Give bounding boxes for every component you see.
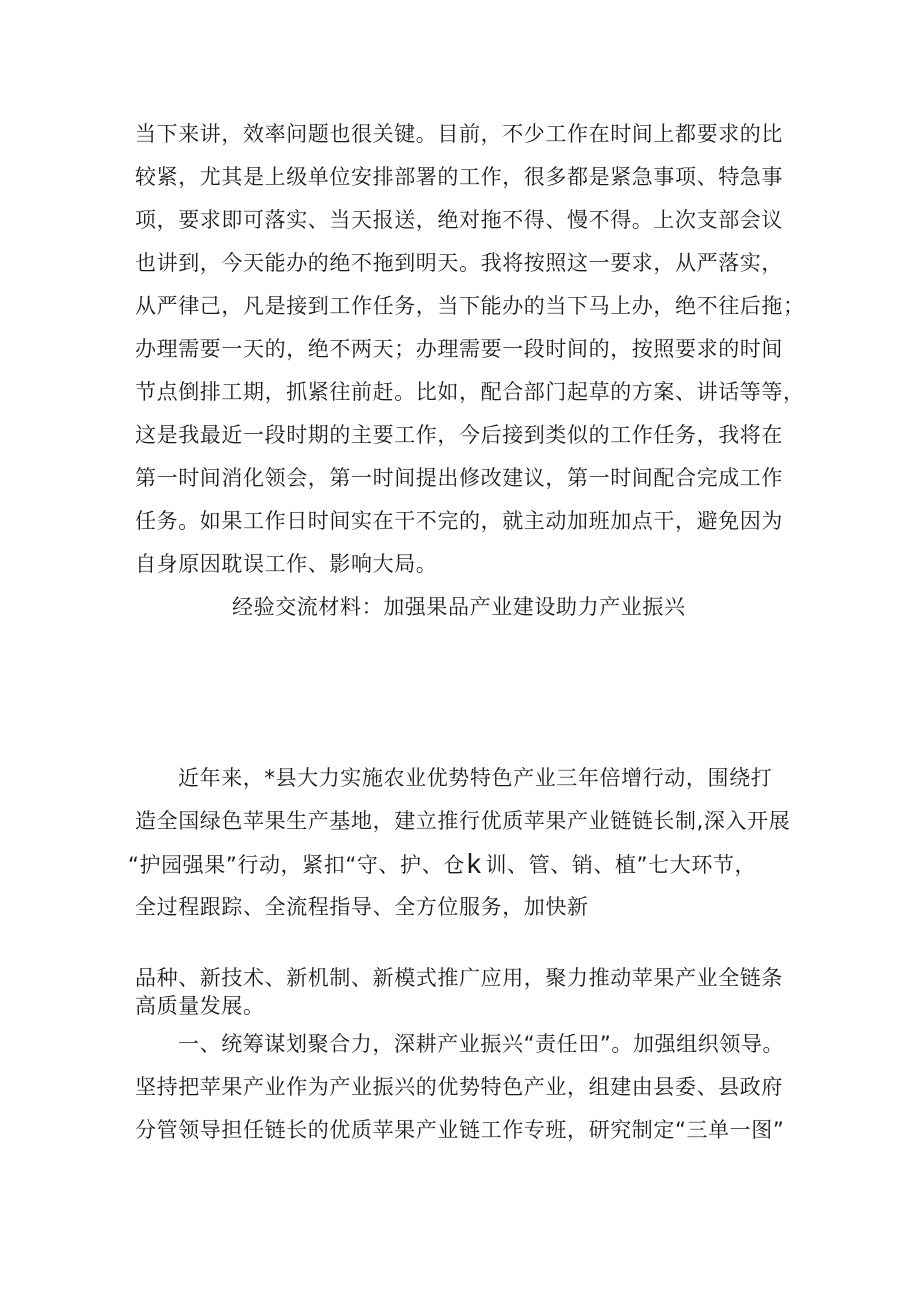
paragraph-line bbox=[128, 850, 756, 879]
paragraph-line: 节点倒排工期，抓紧往前赶。比如，配合部门起草的方案、讲话等等， bbox=[135, 380, 805, 404]
paragraph-line: 品种、新技术、新机制、新模式推广应用，聚力推动苹果产业全链条 bbox=[135, 966, 783, 990]
paragraph-line: 自身原因耽误工作、影响大局。 bbox=[135, 552, 438, 576]
paragraph-line: 从严律己，凡是接到工作任务，当下能办的当下马上办，绝不往后拖； bbox=[135, 294, 805, 318]
paragraph-line: 当下来讲，效率问题也很关键。目前，不少工作在时间上都要求的比 bbox=[135, 122, 783, 146]
paragraph-line: 分管领导担任链长的优质苹果产业链工作专班，研究制定“三单一图” bbox=[135, 1118, 785, 1142]
document-title: 经验交流材料：加强果品产业建设助力产业振兴 bbox=[232, 595, 686, 619]
line-segment: 训、管、销、植”七大环节， bbox=[485, 853, 757, 877]
paragraph-line: 办理需要一天的，绝不两天；办理需要一段时间的，按照要求的时间 bbox=[135, 337, 783, 361]
section-heading-line: 一、统筹谋划聚合力，深耕产业振兴“责任田”。加强组织领导。 bbox=[178, 1032, 785, 1056]
paragraph-line: 坚持把苹果产业作为产业振兴的优势特色产业，组建由县委、县政府 bbox=[135, 1075, 783, 1099]
paragraph-line: 项，要求即可落实、当天报送，绝对拖不得、慢不得。上次支部会议 bbox=[135, 208, 783, 232]
paragraph-line: 第一时间消化领会，第一时间提出修改建议，第一时间配合完成工作 bbox=[135, 466, 783, 490]
paragraph-line: 造全国绿色苹果生产基地，建立推行优质苹果产业链链长制,深入开展 bbox=[135, 809, 791, 833]
paragraph-line: 任务。如果工作日时间实在干不完的，就主动加班加点干，避免因为 bbox=[135, 509, 783, 533]
paragraph-line: 也讲到，今天能办的绝不拖到明天。我将按照这一要求，从严落实， bbox=[135, 251, 783, 275]
paragraph-line: 高质量发展。 bbox=[135, 994, 265, 1018]
paragraph-line: 近年来，*县大力实施农业优势特色产业三年倍增行动，围绕打 bbox=[178, 766, 773, 790]
line-segment: “护园强果”行动，紧扣“守、护、仓 bbox=[128, 853, 465, 877]
paragraph-line: 这是我最近一段时期的主要工作，今后接到类似的工作任务，我将在 bbox=[135, 423, 783, 447]
stray-glyph: k bbox=[466, 848, 482, 879]
paragraph-line: 全过程跟踪、全流程指导、全方位服务，加快新 bbox=[135, 895, 589, 919]
paragraph-line: 较紧，尤其是上级单位安排部署的工作，很多都是紧急事项、特急事 bbox=[135, 165, 783, 189]
